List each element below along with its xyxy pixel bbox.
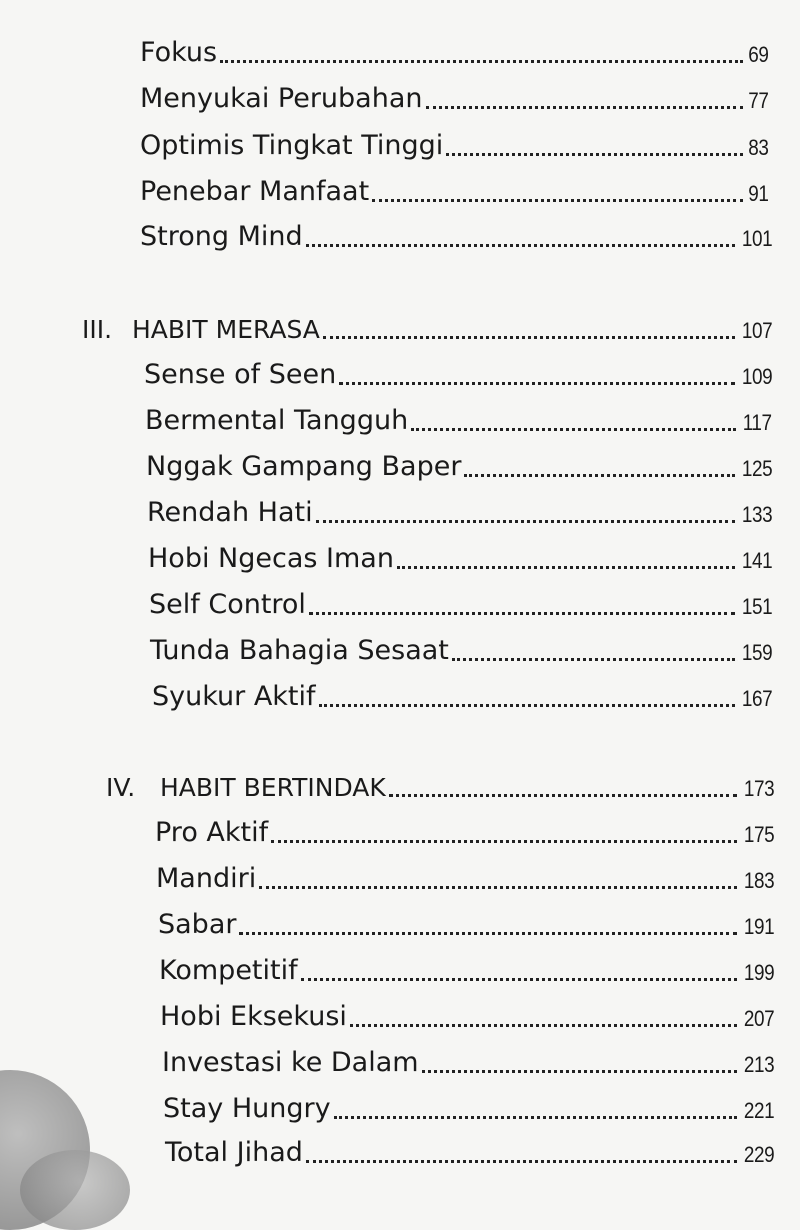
decorative-circle: [20, 1150, 130, 1230]
dot-leader: [389, 794, 737, 797]
toc-entry-title: Syukur Aktif: [152, 681, 316, 712]
toc-entry-title: Investasi ke Dalam: [162, 1047, 419, 1078]
dot-leader: [323, 336, 735, 339]
section-page: 107: [741, 318, 772, 343]
toc-entry-title: Sabar: [158, 909, 237, 940]
toc-entry: [159, 944, 774, 984]
toc-entry: [140, 26, 768, 66]
dot-leader: [301, 978, 737, 981]
dot-leader: [306, 1160, 737, 1163]
toc-entry-title: Kompetitif: [159, 955, 298, 986]
toc-entry: [147, 486, 772, 526]
toc-entry-title: Hobi Eksekusi: [160, 1001, 347, 1032]
toc-entry-title: Nggak Gampang Baper: [146, 451, 462, 482]
toc-section-heading: [82, 302, 772, 342]
dot-leader: [316, 520, 735, 523]
toc-entry-page: 159: [741, 640, 772, 665]
toc-entry-title: Menyukai Perubahan: [140, 83, 423, 114]
toc-entry: [156, 852, 774, 892]
toc-entry-title: Mandiri: [156, 863, 257, 894]
toc-entry-page: 109: [741, 364, 772, 389]
toc-entry-page: 207: [743, 1006, 774, 1031]
section-number: III.: [82, 315, 113, 344]
toc-entry: [148, 532, 772, 572]
dot-leader: [452, 658, 735, 661]
toc-entry: [149, 578, 772, 618]
toc-entry-page: 191: [743, 914, 774, 939]
toc-entry: [162, 1036, 774, 1076]
toc-entry-page: 167: [741, 686, 772, 711]
dot-leader: [372, 199, 742, 202]
toc-entry-page: 229: [743, 1142, 774, 1167]
toc-entry-title: Stay Hungry: [163, 1093, 331, 1124]
dot-leader: [339, 382, 735, 385]
dot-leader: [319, 704, 735, 707]
toc-entry-title: Rendah Hati: [147, 497, 313, 528]
toc-entry: [140, 72, 768, 112]
dot-leader: [271, 840, 737, 843]
toc-entry-title: Fokus: [140, 37, 218, 68]
toc-entry-page: 77: [747, 88, 768, 113]
toc-entry-page: 91: [747, 181, 768, 206]
toc-entry-page: 151: [741, 594, 772, 619]
section-title: HABIT MERASA: [132, 315, 320, 344]
toc-entry-page: 213: [743, 1052, 774, 1077]
toc-entry-title: Self Control: [149, 589, 306, 620]
toc-entry-title: Strong Mind: [140, 221, 303, 252]
toc-entry-page: 133: [741, 502, 772, 527]
toc-entry-title: Bermental Tangguh: [145, 405, 409, 436]
toc-entry-title: Optimis Tingkat Tinggi: [140, 130, 444, 161]
toc-entry: [152, 670, 772, 710]
dot-leader: [426, 106, 743, 109]
toc-entry-title: Pro Aktif: [155, 817, 269, 848]
dot-leader: [334, 1116, 737, 1119]
toc-entry-page: 125: [741, 456, 772, 481]
toc-entry: [160, 990, 774, 1030]
toc-entry-title: Penebar Manfaat: [140, 176, 370, 207]
dot-leader: [422, 1070, 737, 1073]
dot-leader: [306, 244, 735, 247]
dot-leader: [446, 153, 742, 156]
section-title: HABIT BERTINDAK: [160, 773, 386, 802]
toc-entry: [144, 348, 772, 388]
toc-entry-page: 83: [747, 135, 768, 160]
toc-entry-page: 101: [741, 226, 772, 251]
toc-entry: [150, 624, 772, 664]
toc-entry-page: 199: [743, 960, 774, 985]
toc-entry: [158, 898, 774, 938]
toc-section-heading: [106, 760, 774, 800]
dot-leader: [397, 566, 735, 569]
toc-entry-title: Tunda Bahagia Sesaat: [150, 635, 449, 666]
toc-entry-title: Sense of Seen: [144, 359, 337, 390]
dot-leader: [309, 612, 735, 615]
toc-entry-page: 221: [743, 1098, 774, 1123]
dot-leader: [259, 886, 737, 889]
toc-entry: [140, 210, 772, 250]
dot-leader: [411, 428, 736, 431]
dot-leader: [239, 932, 736, 935]
toc-entry: [145, 394, 772, 434]
dot-leader: [350, 1024, 737, 1027]
toc-entry: [155, 806, 774, 846]
toc-entry-page: 141: [741, 548, 772, 573]
toc-entry: [140, 119, 768, 159]
dot-leader: [220, 60, 742, 63]
toc-entry-title: Total Jihad: [165, 1137, 303, 1168]
toc-entry: [165, 1126, 774, 1166]
dot-leader: [464, 474, 734, 477]
section-page: 173: [743, 776, 774, 801]
toc-entry-page: 175: [743, 822, 774, 847]
toc-entry-page: 69: [747, 42, 768, 67]
section-number: IV.: [106, 773, 136, 802]
toc-entry: [140, 165, 768, 205]
toc-entry-page: 117: [743, 410, 772, 435]
toc-entry: [146, 440, 772, 480]
toc-entry-title: Hobi Ngecas Iman: [148, 543, 394, 574]
toc-entry-page: 183: [743, 868, 774, 893]
toc-entry: [163, 1082, 774, 1122]
